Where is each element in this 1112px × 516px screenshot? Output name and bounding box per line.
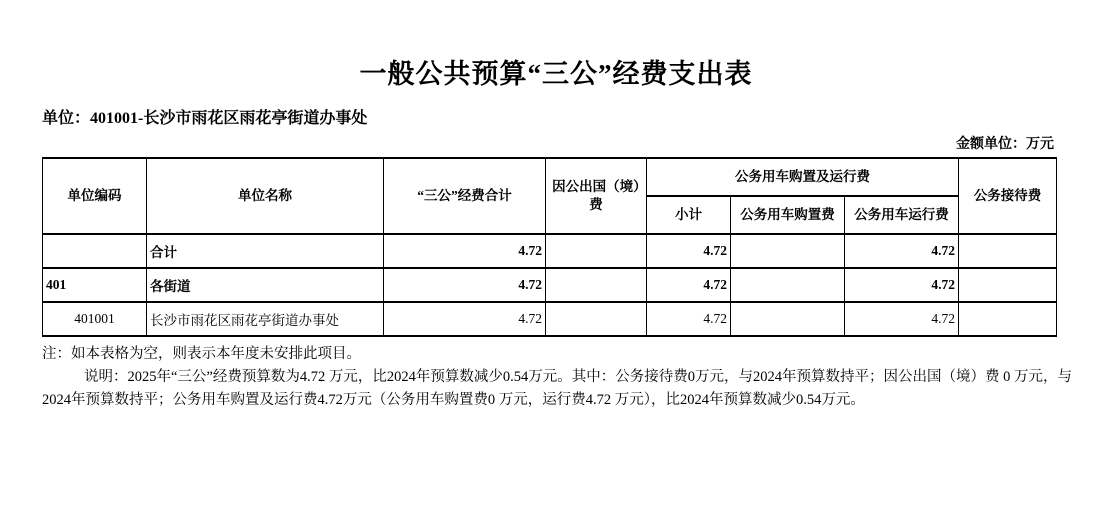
- table-row-total: [43, 234, 1057, 268]
- amount-unit-label: 金额单位：万元: [956, 137, 1054, 152]
- cell-unit-name: 各街道: [147, 268, 384, 302]
- cell-total: 4.72: [384, 302, 546, 336]
- cell-reception: [959, 234, 1057, 268]
- cell-total: 4.72: [384, 234, 546, 268]
- col-header-abroad: 因公出国（境）费: [546, 158, 647, 234]
- cell-abroad: [546, 234, 647, 268]
- footnotes: [42, 343, 1084, 412]
- col-header-operation: 公务用车运行费: [845, 196, 959, 234]
- table-row-streets: [43, 268, 1057, 302]
- cell-unit-code: 401: [43, 268, 147, 302]
- page-title: 一般公共预算“三公”经费支出表: [359, 59, 753, 89]
- cell-purchase: [731, 302, 845, 336]
- cell-unit-name: 合计: [147, 234, 384, 268]
- cell-abroad: [546, 268, 647, 302]
- cell-unit-name: 长沙市雨花区雨花亭街道办事处: [147, 302, 384, 336]
- cell-purchase: [731, 234, 845, 268]
- table-row-office: [43, 302, 1057, 336]
- cell-subtotal: 4.72: [647, 302, 731, 336]
- cell-abroad: [546, 302, 647, 336]
- cell-operation: 4.72: [845, 268, 959, 302]
- expense-table: [42, 157, 1057, 337]
- cell-operation: 4.72: [845, 302, 959, 336]
- cell-unit-code: 401001: [43, 302, 147, 336]
- cell-purchase: [731, 268, 845, 302]
- table-note: 注：如本表格为空，则表示本年度未安排此项目。: [42, 346, 361, 362]
- col-header-total: “三公”经费合计: [384, 158, 546, 234]
- cell-subtotal: 4.72: [647, 268, 731, 302]
- cell-total: 4.72: [384, 268, 546, 302]
- col-header-unit-code: 单位编码: [43, 158, 147, 234]
- cell-operation: 4.72: [845, 234, 959, 268]
- col-header-vehicle-group: 公务用车购置及运行费: [647, 158, 959, 196]
- cell-subtotal: 4.72: [647, 234, 731, 268]
- explanation-text: 说明：2025年“三公”经费预算数为4.72 万元，比2024年预算数减少0.54万元。其中：公务接待费0万元，与2024年预算数持平；因公出国（境）费 0 万元，与2024年预算数持平；公务用车购置及运行费4.72万元（公务用车购置费0 万元，运行费4.72 万元），比2024年预算数减少0.54万元。: [42, 369, 1072, 408]
- col-header-purchase: 公务用车购置费: [731, 196, 845, 234]
- cell-reception: [959, 268, 1057, 302]
- unit-label: 单位：401001-长沙市雨花区雨花亭街道办事处: [42, 110, 368, 127]
- cell-unit-code: [43, 234, 147, 268]
- col-header-reception: 公务接待费: [959, 158, 1057, 234]
- col-header-subtotal: 小计: [647, 196, 731, 234]
- cell-reception: [959, 302, 1057, 336]
- col-header-unit-name: 单位名称: [147, 158, 384, 234]
